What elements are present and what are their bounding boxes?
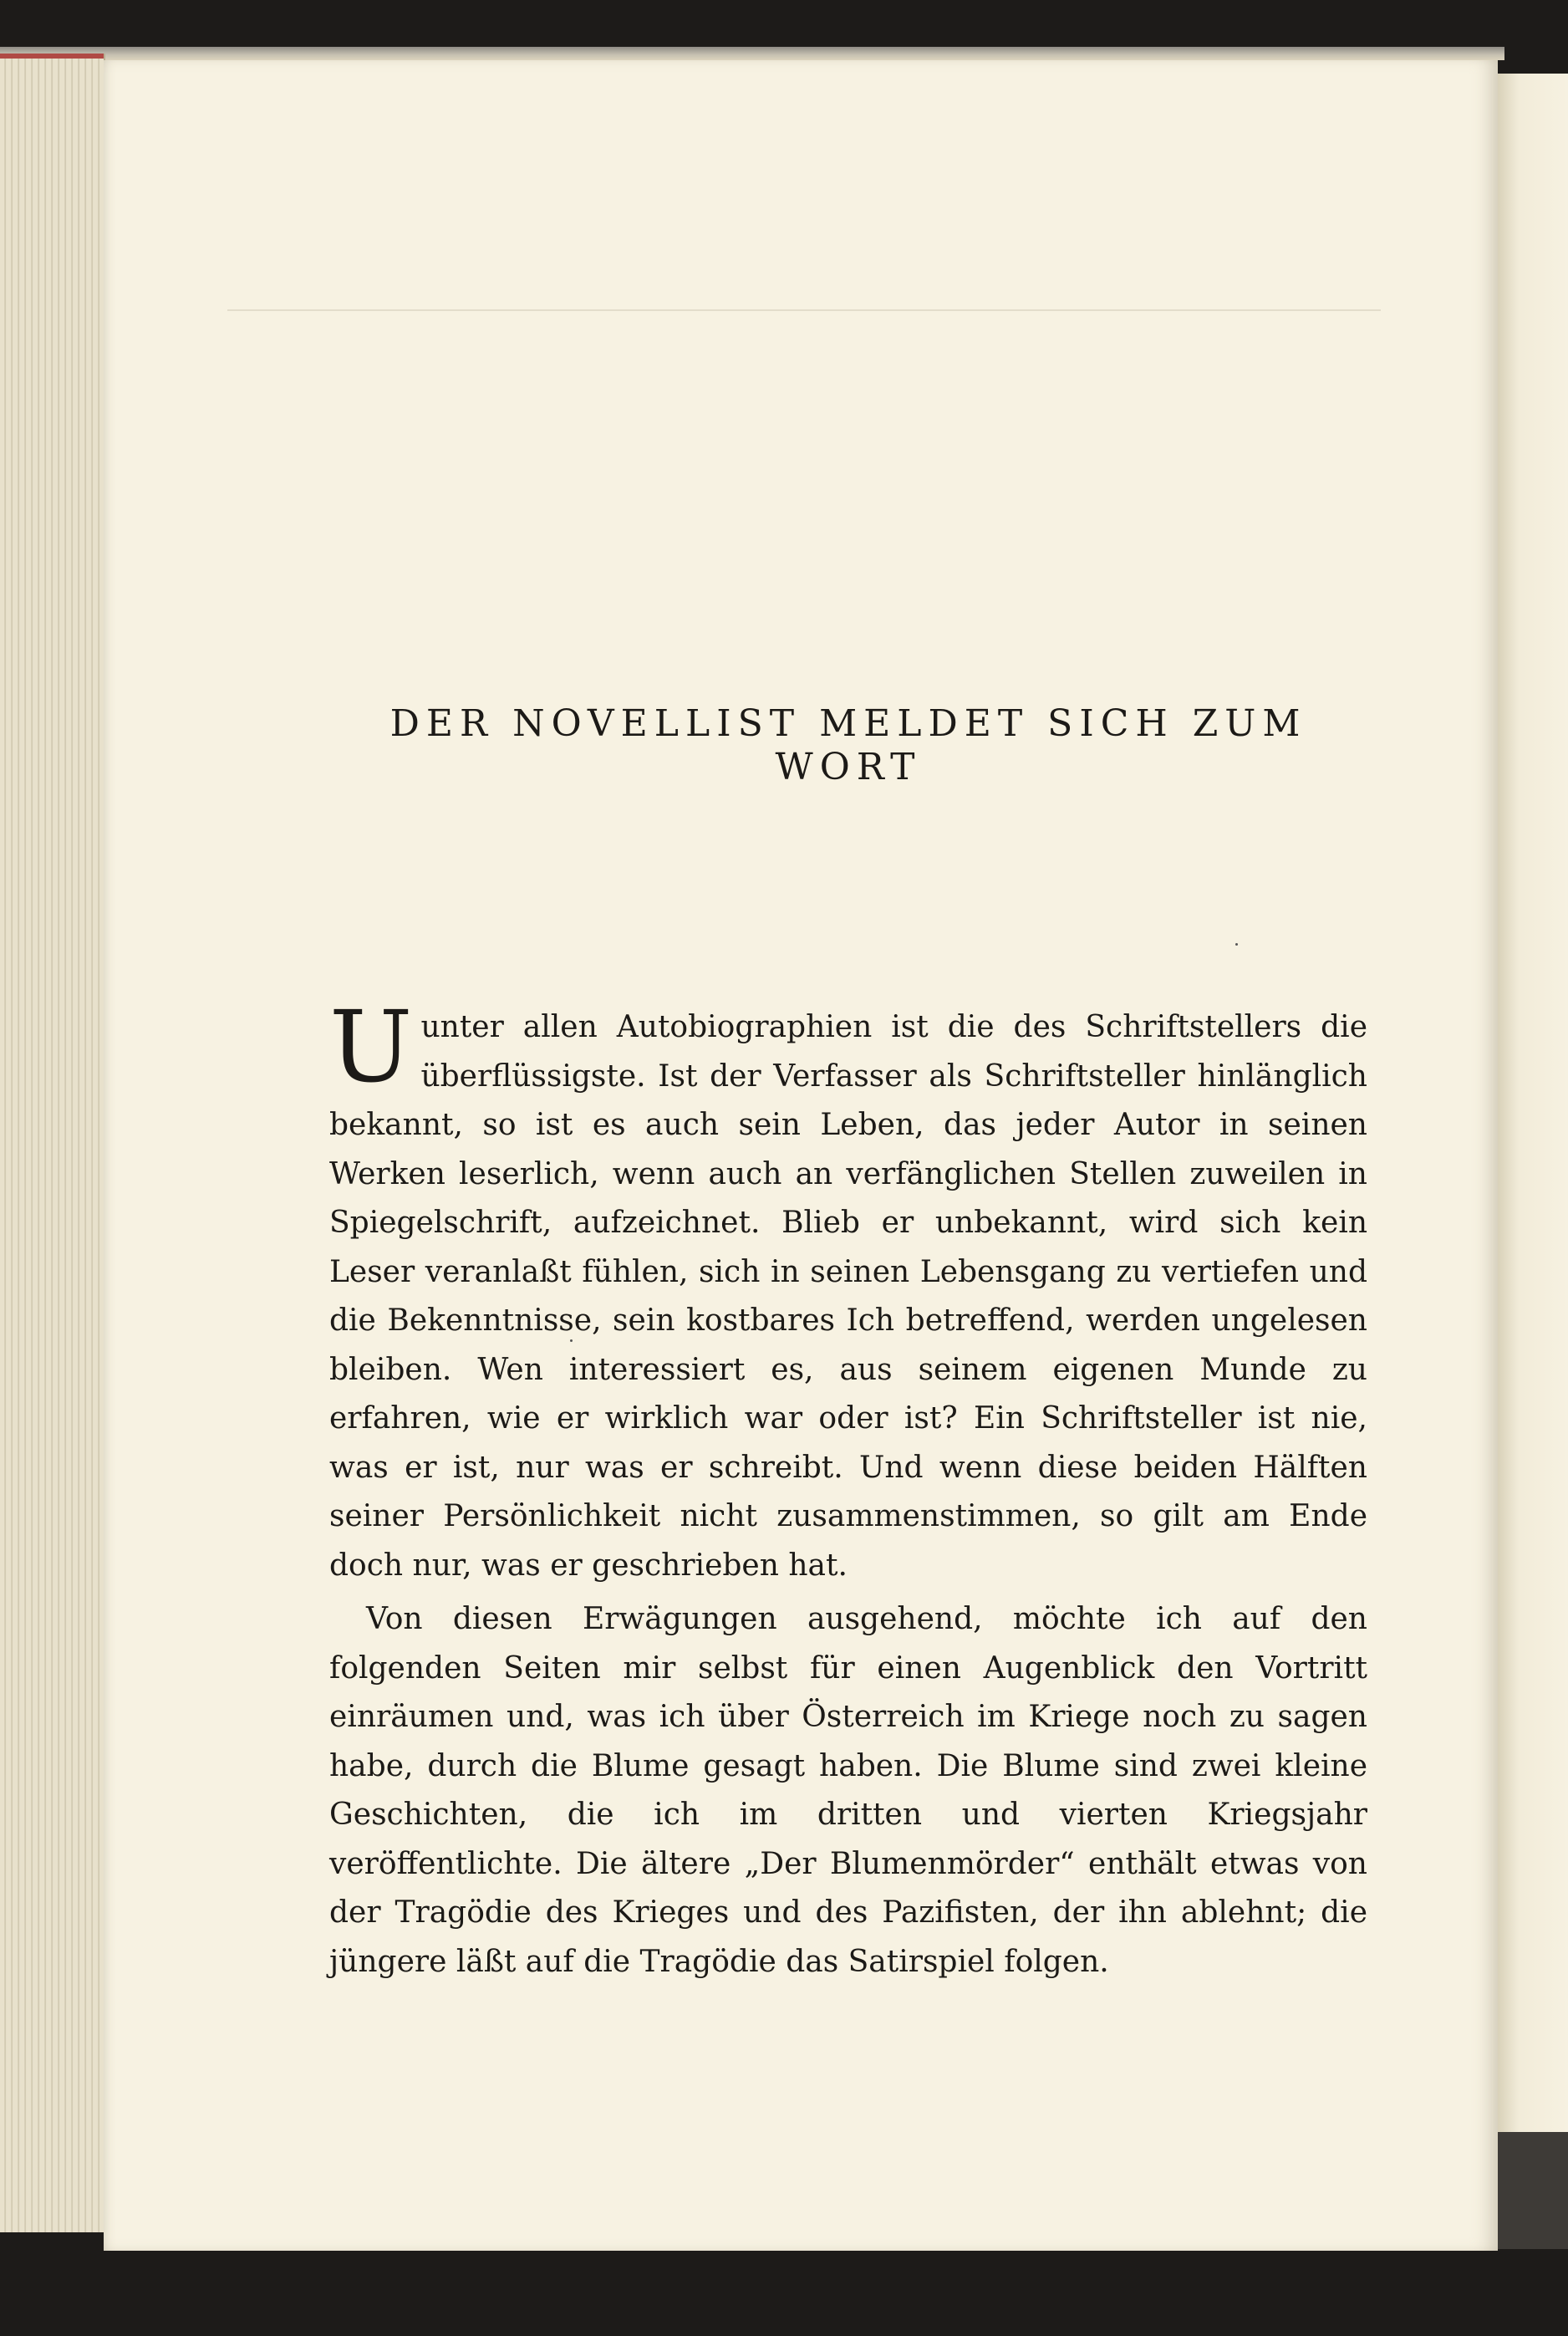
drop-cap: U — [329, 989, 413, 1104]
page-edges-top — [0, 47, 1504, 60]
chapter-body — [329, 989, 1367, 1987]
paper-speck — [570, 1339, 573, 1342]
paragraph-1 — [329, 989, 1367, 1590]
red-page-edge — [0, 54, 104, 59]
paragraph-2: Von diesen Erwägungen ausgehend, möchte ich auf den folgenden Seiten mir selbst für einen Augenblick den Vortritt einräumen und, was ich über Österreich im Kriege noch zu sagen habe, durch die Blume gesagt haben. Die Blume sind zwei kleine Geschichten, die ich im dritten und vierten Kriegsjahr veröffentlichte. Die ältere „Der Blumenmörder“ enthält etwas von der Tragödie des Krieges und des Pazifisten, der ihn ablehnt; die jüngere läßt auf die Tragödie das Satirspiel folgen. — [329, 1602, 1367, 1979]
show-through-rule — [227, 276, 1381, 311]
paragraph-1-text: unter allen Autobiographien ist die des Schriftstellers die überflüssigste. Ist der Verfasser als Schriftsteller hinlänglich bekannt, so ist es auch sein Leben, das jeder Autor in seinen Werken leserlich, wenn auch an verfänglichen Stellen zuweilen in Spiegelschrift, aufzeichnet. Blieb er unbekannt, wird sich kein Leser veranlaßt fühlen, sich in seinen Lebensgang zu vertiefen und die Bekenntnisse, sein kostbares Ich betreffend, werden ungelesen bleiben. Wen interessiert es, aus seinem eigenen Munde zu erfahren, wie er wirklich war oder ist? Ein Schriftsteller ist nie, was er ist, nur was er schreibt. Und wenn diese beiden Hälften seiner Persönlichkeit nicht zusammenstimmen, so gilt am Ende doch nur, was er geschrieben hat. — [329, 1010, 1367, 1583]
chapter-title: DER NOVELLIST MELDET SICH ZUM WORT — [389, 702, 1307, 788]
facing-page-shadow — [1498, 2132, 1568, 2249]
facing-page — [1498, 74, 1568, 2247]
book-page-edges — [0, 54, 105, 2232]
paper-speck — [1235, 943, 1238, 946]
